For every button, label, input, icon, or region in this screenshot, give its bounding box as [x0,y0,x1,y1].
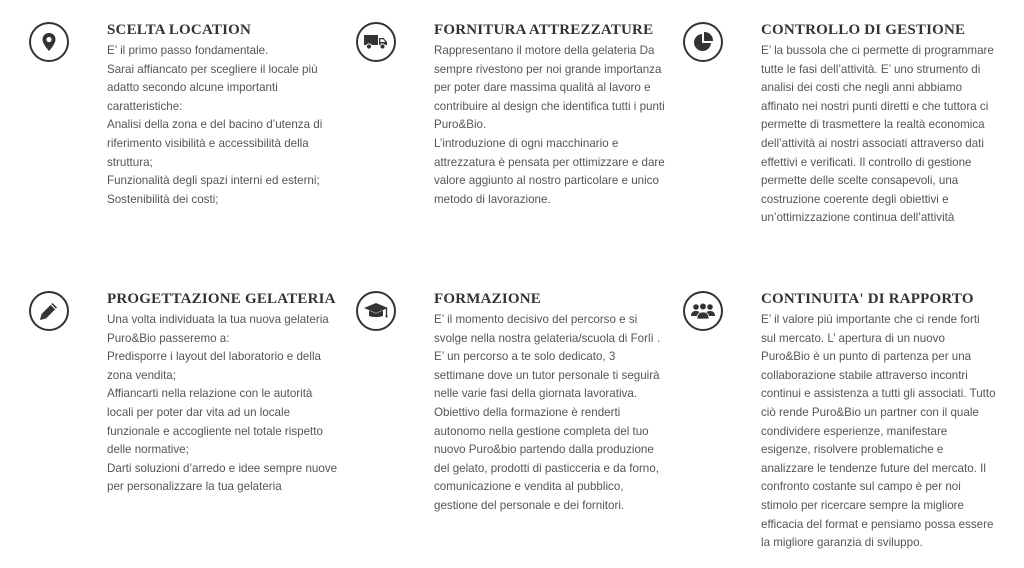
feature-title: SCELTA LOCATION [107,22,252,38]
truck-icon [356,22,396,62]
feature-title: CONTROLLO DI GESTIONE [761,22,966,38]
feature-description: E’ il valore più importante che ci rende forti sul mercato. L’ apertura di un nuovo Puro&Bio è un punto di partenza per una collaborazione stabile attraverso incontri continui e assistenza a tutti gli associati. Tutto ciò rende Puro&Bio un partner con il quale condividere esperienze, manifestare esigenze, risolvere problematiche e analizzare le tendenze future del mercato. Il confronto costante sul campo è per noi stimolo per ricercare sempre la migliore efficacia del format e pensiamo possa essere la migliore garanzia di sviluppo. [761,313,996,550]
feature-description: E’ la bussola che ci permette di programmare tutte le fasi dell’attività. E’ uno strumento di analisi dei costi che negli anni abbiamo affinato nei nostri punti diretti e che tuttora ci permette di trasmettere la realtà economica dell’attività ai nostri associati attraverso dati effettivi e verificati. Il controllo di gestione permette delle scelte consapevoli, una costruzione coerente degli obiettivi e un’ottimizzazione continua dell’attività [761,44,994,225]
users-icon [683,291,723,331]
map-pin-icon [29,22,69,62]
feature-description: E’ il momento decisivo del percorso e si svolge nella nostra gelateria/scuola di Forlì . E’ un percorso a te solo dedicato, 3 settimane dove un tutor personale ti seguirà nelle varie fasi della giornata lavorativa. Obiettivo della formazione è renderti autonomo nella gestione completa del tuo nuovo Puro&bio partendo dalla produzione del gelato, prodotti di pasticceria e da forno, comunicazione e vendita al pubblico, gestione del personale e dei fornitori. [434,313,661,512]
graduation-cap-icon [356,291,396,331]
feature-description: Una volta individuata la tua nuova gelateria Puro&Bio passeremo a: Predisporre i layout del laboratorio e della zona vendita; Affiancarti nella relazione con le autorità locali per poter dar vita ad un locale funzionale e accogliente nel totale rispetto delle normative; Darti soluzioni d’arredo e idee sempre nuove per personalizzare la tua gelateria [107,313,338,494]
feature-description: E’ il primo passo fondamentale. Sarai affiancato per scegliere il locale più adatto secondo alcune importanti caratteristiche: Analisi della zona e del bacino d’utenza di riferimento visibilità e accessibilità della struttura; Funzionalità degli spazi interni ed esterni; Sostenibilità dei costi; [107,44,323,206]
feature-title: FORNITURA ATTREZZATURE [434,22,654,38]
feature-title: FORMAZIONE [434,291,541,307]
feature-title: PROGETTAZIONE GELATERIA [107,291,336,307]
pie-chart-icon [683,22,723,62]
pencil-icon [29,291,69,331]
feature-title: CONTINUITA' DI RAPPORTO [761,291,974,307]
feature-description: Rappresentano il motore della gelateria Da sempre rivestono per noi grande importanza per poter dare massima qualità al lavoro e contribuire al design che identifica tutti i punti Puro&Bio. L’introduzione di ogni macchinario e attrezzatura è pensata per ottimizzare e dare valore aggiunto al nostro particolare e unico metodo di lavorazione. [434,44,665,206]
